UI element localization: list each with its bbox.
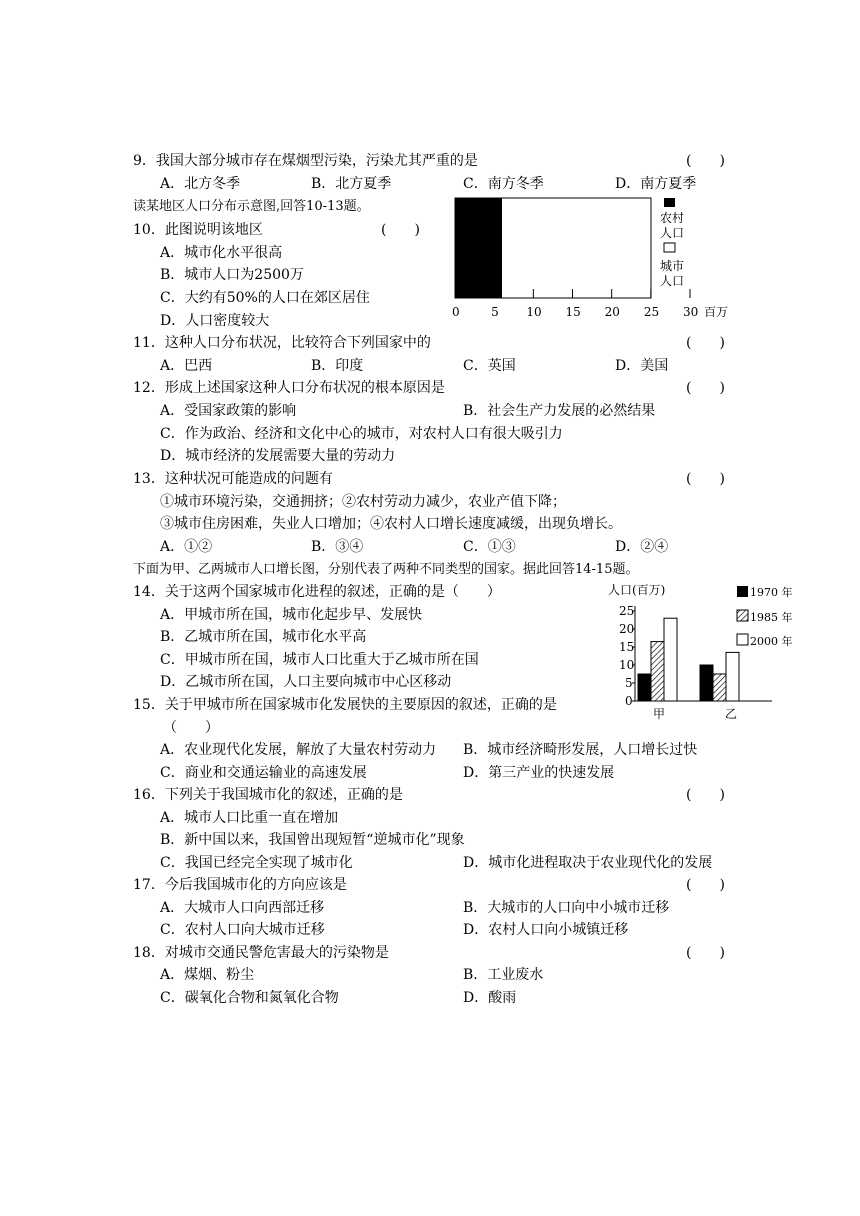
- q9-option-b: B．北方夏季: [311, 176, 392, 192]
- q14-option-a: A．甲城市所在国，城市化起步早、发展快: [160, 607, 423, 623]
- q14-option-d: D．乙城市所在国，人口主要向城市中心区移动: [160, 674, 452, 690]
- y-tick-label: 15: [619, 640, 635, 654]
- y-tick-label: 5: [625, 676, 633, 690]
- city-population-growth-chart: [600, 580, 810, 720]
- q14-option-c: C．甲城市所在国，城市人口比重大于乙城市所在国: [160, 652, 479, 668]
- x-tick-label: 25: [643, 305, 660, 319]
- q13-answer-paren: ( ): [686, 471, 725, 487]
- x-tick-label: 0: [452, 305, 460, 319]
- legend-rural-line2: 人口: [660, 226, 685, 240]
- q10-option-c: C．大约有50%的人口在郊区居住: [160, 290, 370, 306]
- q13-option-d: D．②④: [615, 539, 669, 555]
- q11-option-b: B．印度: [311, 358, 364, 374]
- q17-answer-paren: ( ): [686, 877, 725, 893]
- q14-stem: 14．关于这两个国家城市化进程的叙述，正确的是（ ）: [133, 584, 501, 600]
- x-unit-label: 百万: [704, 305, 729, 319]
- q17-stem: 17．今后我国城市化的方向应该是: [133, 877, 347, 893]
- q13-stem: 13．这种状况可能造成的问题有: [133, 471, 333, 487]
- legend-rural-swatch: [664, 198, 675, 207]
- bar-jia-series-2: [664, 618, 677, 701]
- y-tick-label: 0: [625, 694, 633, 708]
- q18-stem: 18．对城市交通民警危害最大的污染物是: [133, 945, 389, 961]
- y-tick-label: 20: [619, 622, 635, 636]
- population-distribution-chart: [440, 190, 740, 320]
- q15-option-a: A．农业现代化发展，解放了大量农村劳动力: [160, 742, 437, 758]
- rural-population-bar: [455, 198, 502, 298]
- q10-answer-paren: ( ): [381, 222, 420, 238]
- bar-yi-series-2: [726, 652, 739, 701]
- q12-option-d: D．城市经济的发展需要大量的劳动力: [160, 448, 396, 464]
- q16-option-b: B．新中国以来，我国曾出现短暂“逆城市化”现象: [160, 832, 465, 848]
- legend-rural-line1: 农村: [660, 211, 685, 225]
- q17-option-a: A．大城市人口向西部迁移: [160, 900, 325, 916]
- q16-answer-paren: ( ): [686, 787, 725, 803]
- q10-stem: 10．此图说明该地区: [133, 222, 263, 238]
- legend-1970-swatch: [737, 586, 748, 597]
- legend-2000-swatch: [737, 634, 748, 645]
- q11-answer-paren: ( ): [686, 335, 725, 351]
- q13-statement-2: ③城市住房困难，失业人口增加；④农村人口增长速度减缓，出现负增长。: [160, 516, 622, 532]
- legend-urban-swatch: [664, 243, 675, 252]
- q15-option-d: D．第三产业的快速发展: [463, 765, 615, 781]
- bar-jia-series-1: [651, 642, 664, 701]
- x-tick-label: 20: [604, 305, 620, 319]
- q15-answer-paren: （ ）: [163, 720, 219, 736]
- q16-option-c: C．我国已经完全实现了城市化: [160, 855, 353, 871]
- q12-option-c: C．作为政治、经济和文化中心的城市，对农村人口有很大吸引力: [160, 426, 563, 442]
- q11-option-c: C．英国: [463, 358, 516, 374]
- q11-option-d: D．美国: [615, 358, 669, 374]
- bar-yi-series-1: [713, 674, 726, 701]
- q12-option-b: B．社会生产力发展的必然结果: [463, 403, 656, 419]
- q13-option-b: B．③④: [311, 539, 364, 555]
- q10-option-b: B．城市人口为2500万: [160, 267, 304, 283]
- q15-option-b: B．城市经济畸形发展，人口增长过快: [463, 742, 698, 758]
- q18-option-d: D．酸雨: [463, 990, 517, 1006]
- intro-10-13: 读某地区人口分布示意图,回答10-13题。: [133, 199, 370, 214]
- x-tick-label: 30: [683, 305, 699, 319]
- q13-option-c: C．①③: [463, 539, 516, 555]
- q17-option-c: C．农村人口向大城市迁移: [160, 922, 325, 938]
- bar-yi-series-0: [700, 665, 713, 701]
- legend-1985-swatch: [737, 610, 748, 621]
- category-label-jia: 甲: [653, 707, 666, 720]
- q12-answer-paren: ( ): [686, 380, 725, 396]
- q9-option-d: D．南方夏季: [615, 176, 697, 192]
- q12-stem: 12．形成上述国家这种人口分布状况的根本原因是: [133, 380, 445, 396]
- legend-2000-label: 2000 年: [750, 635, 793, 648]
- q10-option-d: D．人口密度较大: [160, 313, 270, 329]
- q16-stem: 16．下列关于我国城市化的叙述，正确的是: [133, 787, 403, 803]
- legend-1970-label: 1970 年: [750, 586, 793, 599]
- q13-option-a: A．①②: [160, 539, 213, 555]
- q11-stem: 11．这种人口分布状况，比较符合下列国家中的: [133, 335, 431, 351]
- q17-option-d: D．农村人口向小城镇迁移: [463, 922, 629, 938]
- x-tick-label: 5: [491, 305, 499, 319]
- y-tick-label: 25: [619, 604, 635, 618]
- y-axis-label: 人口(百万): [608, 583, 666, 597]
- q9-stem: 9．我国大部分城市存在煤烟型污染，污染尤其严重的是: [133, 153, 478, 169]
- q18-option-a: A．煤烟、粉尘: [160, 967, 255, 983]
- x-tick-label: 10: [526, 305, 542, 319]
- q13-statement-1: ①城市环境污染，交通拥挤；②农村劳动力减少，农业产值下降；: [160, 494, 566, 510]
- q18-option-b: B．工业废水: [463, 967, 544, 983]
- bar-jia-series-0: [638, 674, 651, 701]
- q10-option-a: A．城市化水平很高: [160, 245, 283, 261]
- q9-option-a: A．北方冬季: [160, 176, 241, 192]
- q12-option-a: A．受国家政策的影响: [160, 403, 297, 419]
- x-tick-label: 15: [565, 305, 581, 319]
- category-label-yi: 乙: [725, 707, 738, 720]
- legend-urban-line1: 城市: [660, 259, 685, 273]
- q17-option-b: B．大城市的人口向中小城市迁移: [463, 900, 670, 916]
- y-tick-label: 10: [619, 658, 635, 672]
- q18-answer-paren: ( ): [686, 945, 725, 961]
- q9-answer-paren: ( ): [686, 153, 725, 169]
- q15-stem: 15．关于甲城市所在国家城市化发展快的主要原因的叙述，正确的是: [133, 697, 557, 713]
- legend-1985-label: 1985 年: [750, 611, 793, 624]
- q16-option-d: D．城市化进程取决于农业现代化的发展: [463, 855, 713, 871]
- q9-option-c: C．南方冬季: [463, 176, 544, 192]
- q11-option-a: A．巴西: [160, 358, 213, 374]
- q15-option-c: C．商业和交通运输业的高速发展: [160, 765, 367, 781]
- q18-option-c: C．碳氧化合物和氮氧化合物: [160, 990, 339, 1006]
- intro-14-15: 下面为甲、乙两城市人口增长图，分别代表了两种不同类型的国家。据此回答14-15题。: [133, 562, 639, 577]
- q16-option-a: A．城市人口比重一直在增加: [160, 810, 339, 826]
- legend-urban-line2: 人口: [660, 274, 685, 288]
- q14-option-b: B．乙城市所在国，城市化水平高: [160, 629, 367, 645]
